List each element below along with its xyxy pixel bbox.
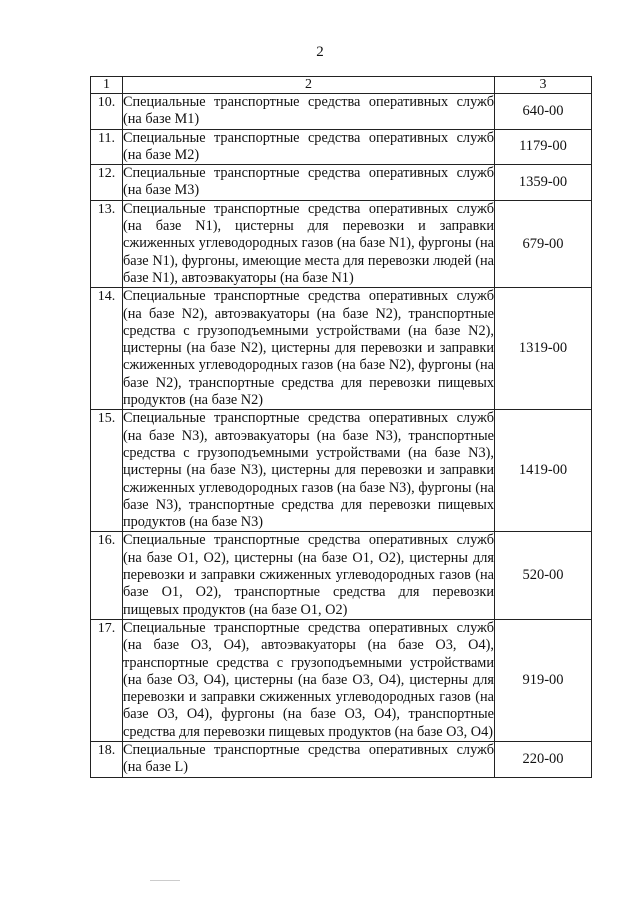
row-number: 16.	[91, 532, 123, 619]
table-row	[91, 129, 592, 165]
row-description: Специальные транспортные средства оперативных служб (на базе M1)	[123, 94, 494, 128]
table-row	[91, 94, 592, 130]
row-description: Специальные транспортные средства оперативных служб (на базе N2), автоэвакуаторы (на базе N2), транспортные средства с грузоподъемными устройствами (на базе N2), цистерны (на базе N2), цистерны для перевозки и заправки сжиженных углеводородных газов (на базе N2), фургоны (на базе N2), транспортные средства для перевозки пищевых продуктов (на базе N2)	[123, 288, 494, 409]
row-number: 11.	[91, 129, 123, 165]
header-col-description: 2	[123, 77, 495, 94]
row-number: 10.	[91, 94, 123, 130]
table-row	[91, 165, 592, 201]
row-description: Специальные транспортные средства оперативных служб (на базе O3, O4), автоэвакуаторы (на базе O3, O4), транспортные средства с грузоподъемными устройствами (на базе O3, O4), цистерны (на базе O3, O4), цистерны для перевозки и заправки сжиженных углеводородных газов (на базе O3, O4), фургоны (на базе O3, O4), транспортные средства для перевозки пищевых продуктов (на базе O3, O4)	[123, 619, 494, 740]
row-price: 220-00	[495, 741, 592, 777]
row-number: 14.	[91, 288, 123, 410]
row-description: Специальные транспортные средства оперативных служб (на базе L)	[123, 741, 494, 776]
table-row	[91, 200, 592, 287]
row-price: 1359-00	[495, 165, 592, 201]
table-row	[91, 288, 592, 410]
row-number: 17.	[91, 619, 123, 741]
row-price: 1419-00	[495, 410, 592, 532]
tariff-table	[90, 76, 592, 778]
row-price: 679-00	[495, 200, 592, 287]
row-price: 919-00	[495, 619, 592, 741]
row-price: 640-00	[495, 94, 592, 130]
row-description: Специальные транспортные средства оперативных служб (на базе M3)	[123, 165, 494, 199]
row-price: 520-00	[495, 532, 592, 619]
table-row	[91, 532, 592, 619]
row-price: 1319-00	[495, 288, 592, 410]
row-price: 1179-00	[495, 129, 592, 165]
row-description: Специальные транспортные средства оперативных служб (на базе M2)	[123, 129, 494, 163]
row-number: 15.	[91, 410, 123, 532]
header-col-price: 3	[495, 77, 592, 94]
table-row	[91, 619, 592, 741]
row-description: Специальные транспортные средства оперативных служб (на базе N3), автоэвакуаторы (на базе N3), транспортные средства с грузоподъемными устройствами (на базе N3), цистерны (на базе N3), цистерны для перевозки и заправки сжиженных углеводородных газов (на базе N3), фургоны (на базе N3), транспортные средства для перевозки пищевых продуктов (на базе N3)	[123, 410, 494, 531]
header-col-number: 1	[91, 77, 123, 94]
table-header-row	[91, 77, 592, 94]
row-description: Специальные транспортные средства оперативных служб (на базе O1, O2), цистерны (на базе O1, O2), цистерны для перевозки и заправки сжиженных углеводородных газов (на базе O1, O2), транспортные средства для перевозки пищевых продуктов (на базе O1, O2)	[123, 532, 494, 618]
page-number: 2	[316, 44, 324, 60]
row-number: 13.	[91, 200, 123, 287]
row-description: Специальные транспортные средства оперативных служб (на базе N1), цистерны для перевозки и заправки сжиженных углеводородных газов (на базе N1), фургоны (на базе N1), фургоны, имеющие места для перевозки людей (на базе N1), автоэвакуаторы (на базе N1)	[123, 200, 494, 286]
row-number: 18.	[91, 741, 123, 777]
scan-mark	[150, 880, 180, 881]
table-row	[91, 741, 592, 777]
table-row	[91, 410, 592, 532]
row-number: 12.	[91, 165, 123, 201]
